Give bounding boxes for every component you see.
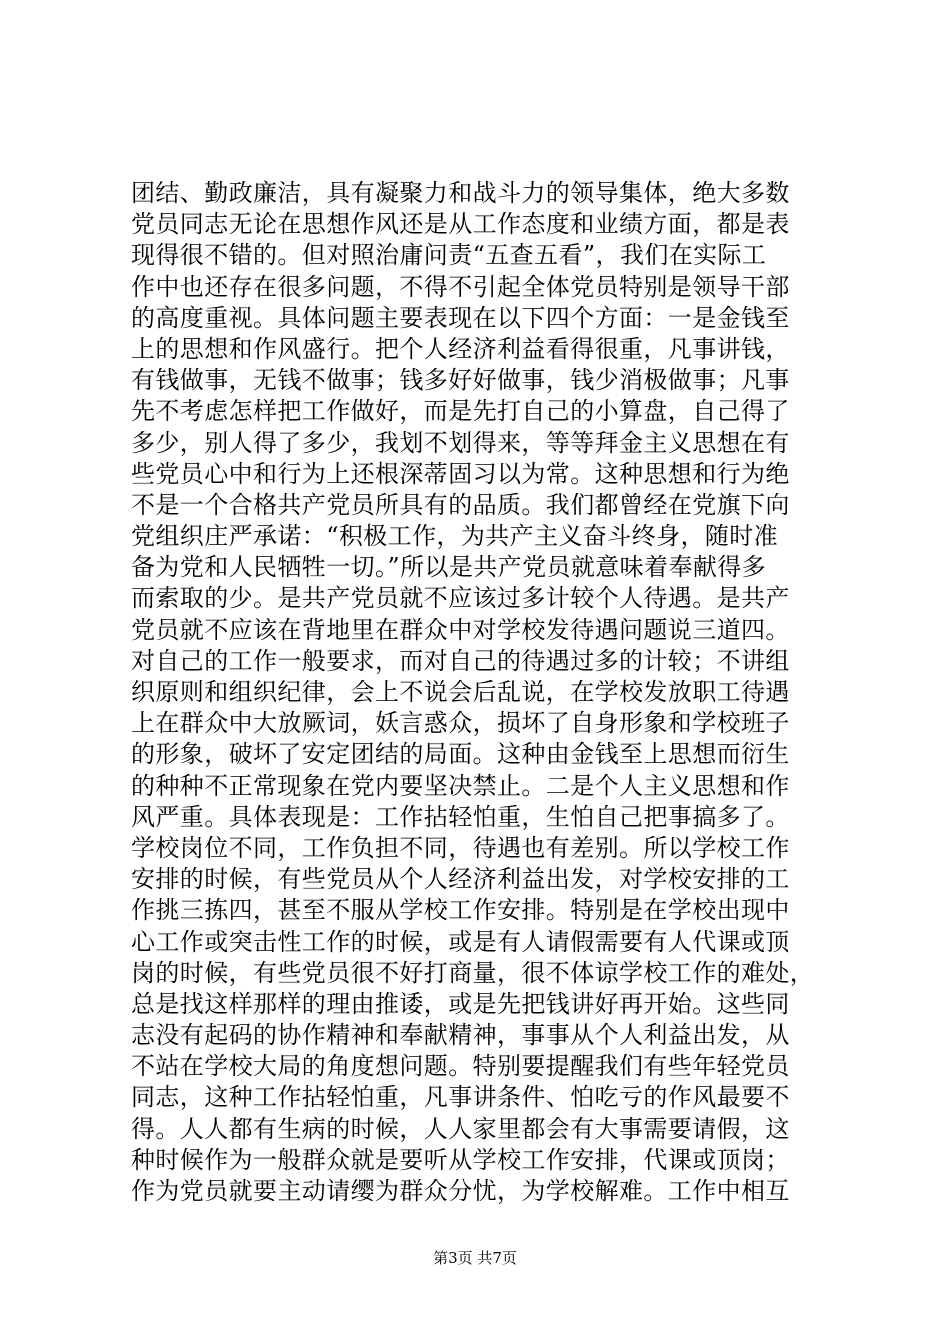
- text-line: 安排的时候，有些党员从个人经济利益出发，对学校安排的工: [131, 865, 790, 894]
- text-line: 上的思想和作风盛行。把个人经济利益看得很重，凡事讲钱，: [131, 334, 790, 363]
- text-line: 党员同志无论在思想作风还是从工作态度和业绩方面，都是表: [131, 210, 790, 239]
- text-line: 总是找这样那样的理由推诿，或是先把钱讲好再开始。这些同: [131, 989, 790, 1018]
- text-line: 党组织庄严承诺：“积极工作，为共产主义奋斗终身，随时准: [131, 522, 779, 551]
- text-line: 作挑三拣四，甚至不服从学校工作安排。特别是在学校出现中: [131, 896, 790, 925]
- text-line: 的种种不正常现象在党内要坚决禁止。二是个人主义思想和作: [131, 771, 790, 800]
- text-line: 现得很不错的。但对照治庸问责“五查五看”，我们在实际工: [131, 241, 767, 270]
- text-line: 岗的时候，有些党员很不好打商量，很不体谅学校工作的难处，: [131, 958, 815, 987]
- text-line: 些党员心中和行为上还根深蒂固习以为常。这种思想和行为绝: [131, 459, 790, 488]
- page-footer: 第3页 共7页: [433, 1249, 517, 1267]
- text-line: 团结、勤政廉洁，具有凝聚力和战斗力的领导集体，绝大多数: [131, 179, 790, 207]
- text-line: 织原则和组织纪律，会上不说会后乱说，在学校发放职工待遇: [131, 678, 790, 706]
- text-line: 先不考虑怎样把工作做好，而是先打自己的小算盘，自己得了: [131, 397, 790, 426]
- text-line: 作为党员就要主动请缨为群众分忧，为学校解难。工作中相互: [131, 1177, 790, 1205]
- text-line: 多少，别人得了多少，我划不划得来，等等拜金主义思想在有: [131, 428, 790, 457]
- text-line: 得。人人都有生病的时候，人人家里都会有大事需要请假，这: [131, 1114, 790, 1143]
- text-line: 作中也还存在很多问题，不得不引起全体党员特别是领导干部: [131, 272, 790, 301]
- text-line: 上在群众中大放厥词，妖言惑众，损坏了自身形象和学校班子: [131, 709, 790, 738]
- text-line: 而索取的少。是共产党员就不应该过多计较个人待遇。是共产: [131, 584, 790, 613]
- text-line: 学校岗位不同，工作负担不同，待遇也有差别。所以学校工作: [131, 833, 790, 862]
- text-line: 种时候作为一般群众就是要听从学校工作安排，代课或顶岗；: [131, 1145, 790, 1174]
- text-line: 不站在学校大局的角度想问题。特别要提醒我们有些年轻党员: [131, 1052, 790, 1081]
- text-line: 不是一个合格共产党员所具有的品质。我们都曾经在党旗下向: [131, 490, 790, 519]
- text-line: 的形象，破坏了安定团结的局面。这种由金钱至上思想而衍生: [131, 740, 790, 769]
- text-line: 同志，这种工作拈轻怕重，凡事讲条件、怕吃亏的作风最要不: [131, 1083, 790, 1112]
- text-line: 心工作或突击性工作的时候，或是有人请假需要有人代课或顶: [131, 927, 790, 956]
- document-body: [131, 178, 831, 1207]
- text-line: 志没有起码的协作精神和奉献精神，事事从个人利益出发，从: [131, 1021, 790, 1050]
- text-line: 对自己的工作一般要求，而对自己的待遇过多的计较；不讲组: [131, 646, 790, 675]
- text-line: 有钱做事，无钱不做事；钱多好好做事，钱少消极做事；凡事: [131, 366, 790, 395]
- text-line: 的高度重视。具体问题主要表现在以下四个方面：一是金钱至: [131, 303, 790, 332]
- text-line: 党员就不应该在背地里在群众中对学校发待遇问题说三道四。: [131, 615, 790, 644]
- text-line: 风严重。具体表现是：工作拈轻怕重，生怕自己把事搞多了。: [131, 802, 790, 831]
- text-line: 备为党和人民牺牲一切。”所以是共产党员就意味着奉献得多: [131, 553, 767, 582]
